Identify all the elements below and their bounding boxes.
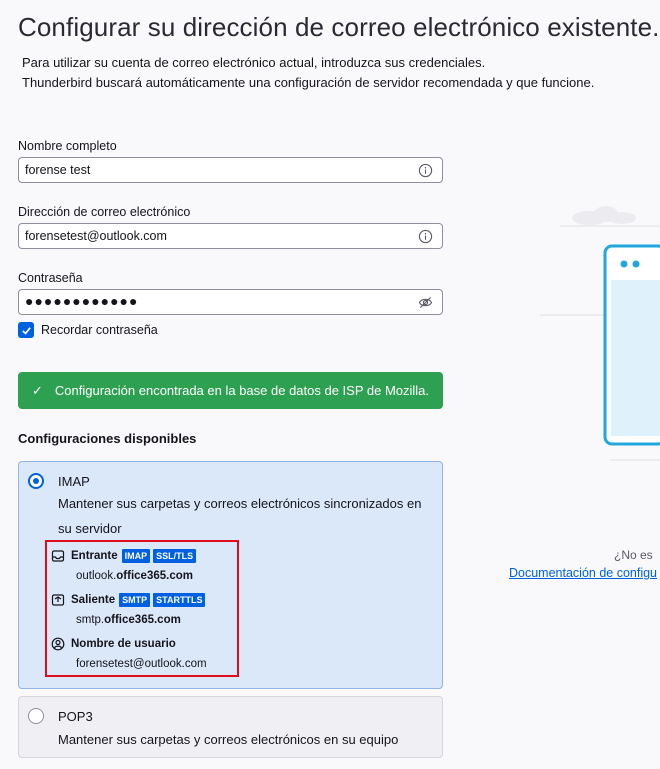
- window-dot: [633, 261, 640, 268]
- success-message: Configuración encontrada en la base de datos de ISP de Mozilla.: [54, 383, 430, 398]
- page-title: Configurar su dirección de correo electrónico existente.: [18, 12, 660, 42]
- success-banner: [18, 372, 443, 409]
- remember-password-label: Recordar contraseña: [41, 323, 158, 337]
- outbox-icon: [51, 593, 65, 607]
- incoming-host: outlook.office365.com: [76, 570, 193, 582]
- username-label: Nombre de usuario: [71, 638, 176, 650]
- side-note: ¿No es: [614, 548, 653, 562]
- check-icon: ✓: [32, 382, 43, 398]
- cloud-shape: [572, 206, 636, 225]
- password-label: Contraseña: [18, 271, 83, 285]
- outgoing-protocol-tag: SMTP: [119, 593, 150, 607]
- remember-password-checkbox[interactable]: [18, 322, 34, 338]
- imap-option-name: IMAP: [58, 474, 90, 489]
- outgoing-host: smtp.office365.com: [76, 614, 181, 626]
- outgoing-label: Saliente: [71, 594, 116, 606]
- imap-option[interactable]: [18, 461, 443, 689]
- password-value: ●●●●●●●●●●●●: [25, 293, 139, 309]
- fullname-label: Nombre completo: [18, 139, 117, 153]
- incoming-label: Entrante: [71, 550, 118, 562]
- user-icon: [51, 637, 65, 651]
- outgoing-row: [51, 593, 208, 607]
- incoming-security-tag: SSL/TLS: [153, 549, 196, 563]
- imap-server-details: [45, 540, 239, 677]
- checkmark-icon: [21, 325, 32, 336]
- intro-text: [22, 53, 594, 93]
- email-field[interactable]: [18, 223, 443, 249]
- imap-option-description: Mantener sus carpetas y correos electrónicos sincronizados en su servidor: [58, 496, 422, 536]
- username-value: forensetest@outlook.com: [76, 658, 207, 670]
- available-configs-title: Configuraciones disponibles: [18, 431, 197, 446]
- config-docs-link[interactable]: Documentación de configu: [509, 566, 658, 580]
- password-field[interactable]: [18, 289, 443, 315]
- fullname-field[interactable]: [18, 157, 443, 183]
- eye-slash-icon[interactable]: [418, 295, 433, 310]
- pop3-option[interactable]: [18, 696, 443, 758]
- pop3-option-name: POP3: [58, 709, 93, 724]
- intro-line-2: Thunderbird buscará automáticamente una configuración de servidor recomendada y que funcione.: [22, 75, 595, 90]
- window-content: [611, 280, 660, 436]
- fullname-value: forense test: [25, 163, 91, 177]
- info-icon[interactable]: [418, 229, 433, 244]
- info-icon[interactable]: [418, 163, 433, 178]
- incoming-protocol-tag: IMAP: [122, 549, 151, 563]
- email-label: Dirección de correo electrónico: [18, 205, 191, 219]
- window-dot: [621, 261, 628, 268]
- incoming-row: [51, 549, 199, 563]
- remember-password-row[interactable]: [18, 322, 158, 338]
- intro-line-1: Para utilizar su cuenta de correo electrónico actual, introduzca sus credenciales.: [22, 55, 486, 70]
- pop3-option-description: Mantener sus carpetas y correos electrónicos en su equipo: [58, 732, 399, 747]
- inbox-icon: [51, 549, 65, 563]
- illustration: [560, 200, 660, 480]
- username-row: [51, 637, 180, 651]
- outgoing-security-tag: STARTTLS: [153, 593, 205, 607]
- imap-radio[interactable]: [28, 473, 44, 489]
- pop3-radio[interactable]: [28, 708, 44, 724]
- email-value: forensetest@outlook.com: [25, 229, 167, 243]
